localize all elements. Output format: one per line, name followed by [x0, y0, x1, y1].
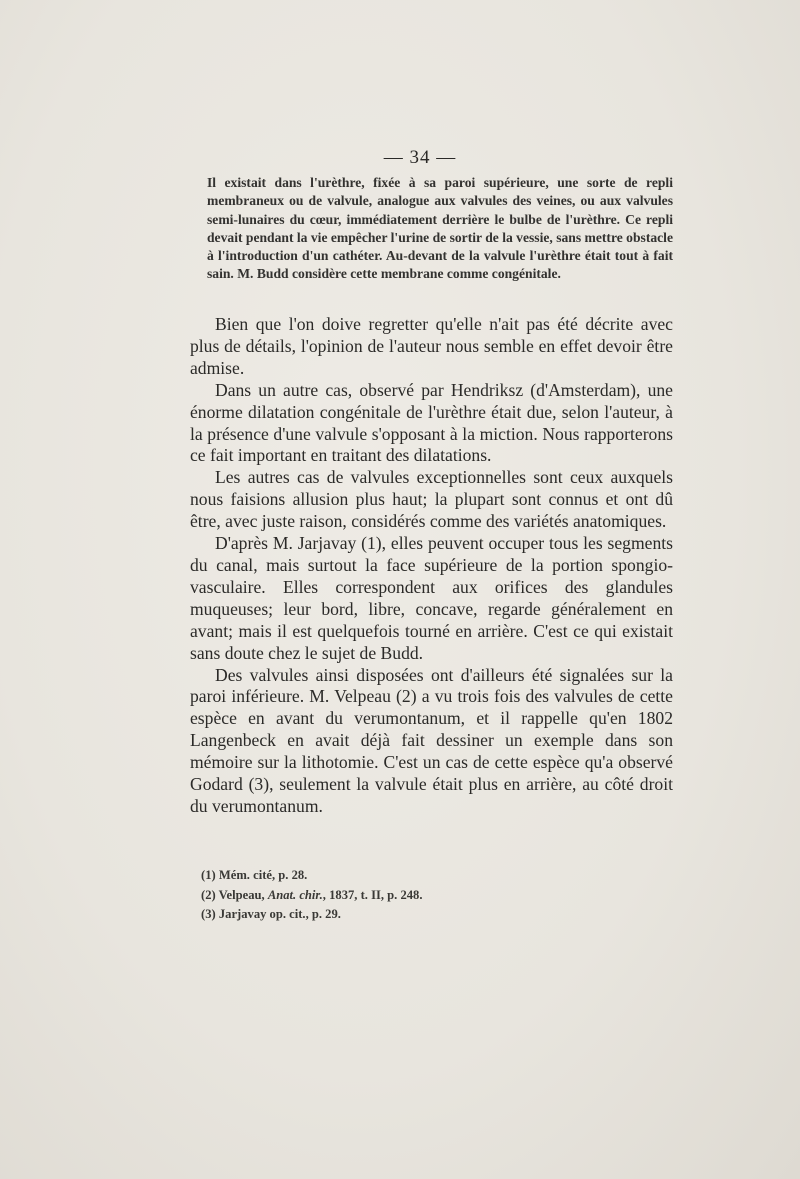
footnote-text-end: , 1837, t. II, p. 248. [322, 887, 423, 902]
paragraph-1: Bien que l'on doive regretter qu'elle n'ait pas été décrite avec plus de détails, l'opinion de l'auteur nous semble en effet devoir être admise. [190, 314, 673, 378]
page-number: — 34 — [383, 147, 457, 168]
footnote-text: Mém. cité, p. 28. [218, 868, 308, 882]
paragraph-3: Les autres cas de valvules exceptionnelles sont ceux auxquels nous faisions allusion plus haut; la plupart sont connus et ont dû être, avec juste raison, considérés comme des variétés anatomiques. [190, 467, 673, 532]
footnote-2 [201, 886, 671, 906]
footnote-text: Jarjavay op. cit., p. 29. [218, 907, 341, 921]
footnotes [201, 866, 671, 925]
footnote-mark: (1) [201, 868, 216, 882]
footnote-mark: (3) [201, 907, 216, 921]
quote-paragraph: Il existait dans l'urèthre, fixée à sa paroi supérieure, une sorte de repli membraneux ou de valvule, analogue aux valvules des veines, ou aux valvules semi-lunaires du cœur, immédiatement derrière le bulbe de l'urèthre. Ce repli devait pendant la vie empêcher l'urine de sortir de la vessie, sans mettre obstacle à l'introduction d'un cathéter. Au-devant de la valvule l'urèthre était tout à fait sain. M. Budd considère cette membrane comme congénitale. [207, 175, 673, 282]
footnote-text: Velpeau, [218, 887, 265, 902]
paragraph-4: D'après M. Jarjavay (1), elles peuvent occuper tous les segments du canal, mais surtout la face supérieure de la portion spongio-vasculaire. Elles correspondent aux orifices des glandules muqueuses; leur bord, libre, concave, regarde généralement en avant; mais il est quelquefois tourné en arrière. C'est ce qui existait sans doute chez le sujet de Budd. [190, 533, 673, 663]
footnote-1 [201, 866, 671, 886]
main-text [190, 314, 673, 818]
quoted-observation [207, 174, 673, 284]
footnote-3 [201, 905, 671, 925]
footnote-title: Anat. chir. [267, 887, 323, 902]
paragraph-2: Dans un autre cas, observé par Hendriksz (d'Amsterdam), une énorme dilatation congénitale de l'urèthre était due, selon l'auteur, à la présence d'une valvule s'opposant à la miction. Nous rapporterons ce fait important en traitant des dilatations. [190, 379, 673, 466]
paragraph-5: Des valvules ainsi disposées ont d'ailleurs été signalées sur la paroi inférieure. M. Velpeau (2) a vu trois fois des valvules de cette espèce en avant du verumontanum, et il rappelle qu'en 1802 Langenbeck en avait déjà fait dessiner un exemple dans son mémoire sur la lithotomie. C'est un cas de cette espèce qu'a observé Godard (3), seulement la valvule était plus en arrière, au côté droit du verumontanum. [190, 664, 673, 816]
footnote-mark: (2) [201, 887, 216, 902]
